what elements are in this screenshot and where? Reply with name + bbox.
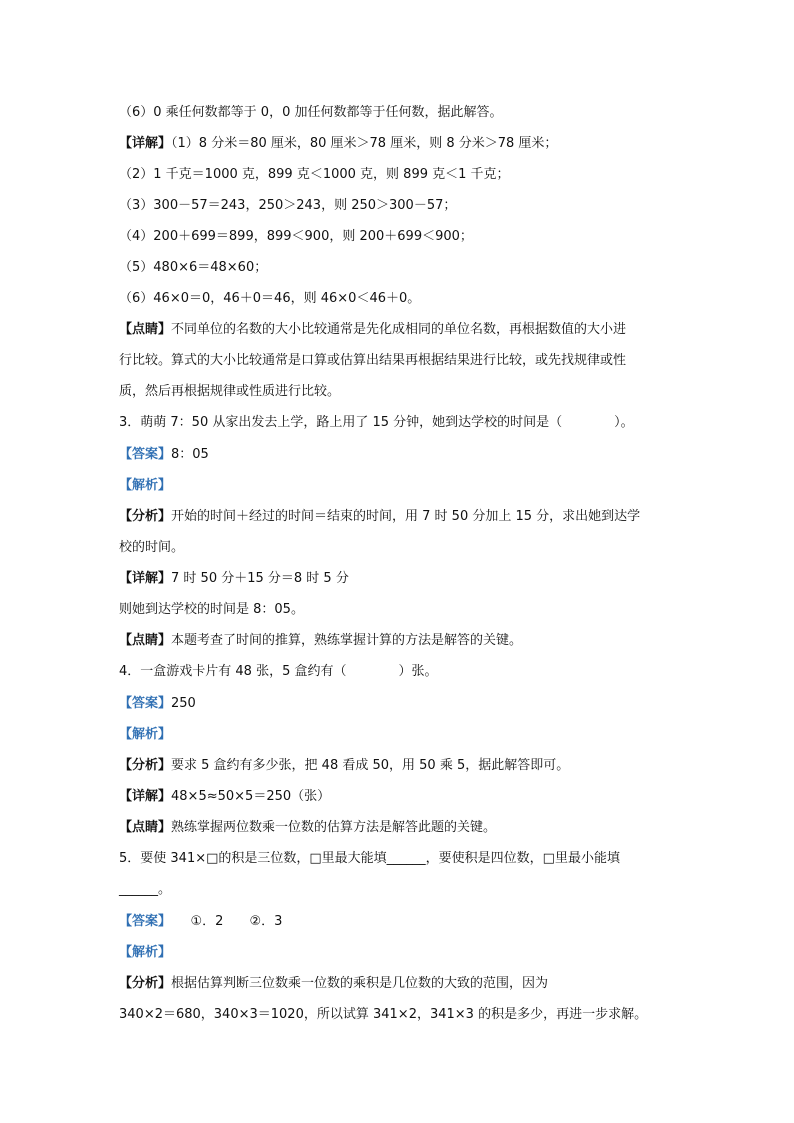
question-5: 5．要使 341×□的积是三位数，□里最大能填______，要使积是四位数，□里最小能填: [119, 851, 620, 866]
analysis-tag: 【解析】: [119, 478, 172, 493]
text-line: 【点睛】不同单位的名数的大小比较通常是先化成相同的单位名数，再根据数值的大小进: [119, 322, 627, 337]
analysis-tag: 【解析】: [119, 727, 172, 742]
section-tag: 【分析】: [119, 976, 172, 991]
answer-line: 【答案】8：05: [119, 447, 209, 462]
question-3: 3．萌萌 7：50 从家出发去上学，路上用了 15 分钟，她到达学校的时间是（ ）。: [119, 415, 634, 430]
text-line: 【分析】根据估算判断三位数乘一位数的乘积是几位数的大致的范围，因为: [119, 976, 549, 991]
text-line: 【点睛】本题考查了时间的推算，熟练掌握计算的方法是解答的关键。: [119, 633, 523, 648]
section-tag: 【点睛】: [119, 633, 172, 648]
analysis-line: [119, 478, 679, 494]
text-line: 【分析】开始的时间＋经过的时间＝结束的时间，用 7 时 50 分加上 15 分，求出她到达学: [119, 509, 641, 524]
analysis-tag: 【解析】: [119, 945, 172, 960]
section-tag: 【点睛】: [119, 322, 172, 337]
answer-line: 【答案】 ①．2 ②．3: [119, 914, 283, 929]
text-line: （2）1 千克＝1000 克，899 克＜1000 克，则 899 克＜1 千克；: [119, 167, 510, 182]
section-tag: 【详解】: [119, 789, 172, 804]
text-line: 质，然后再根据规律或性质进行比较。: [119, 384, 341, 399]
text-line: ______。: [119, 882, 172, 897]
analysis-line: [119, 727, 679, 743]
section-tag: 【分析】: [119, 758, 172, 773]
answer-line: 【答案】250: [119, 696, 196, 711]
question-4: 4．一盒游戏卡片有 48 张，5 盒约有（ ）张。: [119, 664, 438, 679]
text-line: 【详解】7 时 50 分＋15 分＝8 时 5 分: [119, 571, 349, 586]
text-line: 行比较。算式的大小比较通常是口算或估算出结果再根据结果进行比较，或先找规律或性: [119, 353, 627, 368]
text-line: 【点睛】熟练掌握两位数乘一位数的估算方法是解答此题的关键。: [119, 820, 497, 835]
text-line: 340×2＝680，340×3＝1020，所以试算 341×2，341×3 的积是多少，再进一步求解。: [119, 1007, 648, 1022]
text-line: 校的时间。: [119, 540, 185, 555]
text-line: （6）46×0＝0，46＋0＝46，则 46×0＜46＋0。: [119, 291, 421, 306]
text-line: （4）200＋699＝899，899＜900，则 200＋699＜900；: [119, 229, 473, 244]
text-line: 【详解】48×5≈50×5＝250（张）: [119, 789, 331, 804]
text-line: （6）0 乘任何数都等于 0，0 加任何数都等于任何数，据此解答。: [119, 105, 503, 120]
text-line: 【详解】（1）8 分米＝80 厘米，80 厘米＞78 厘米，则 8 分米＞78 厘米；: [119, 136, 558, 151]
answer-tag: 【答案】: [119, 447, 172, 462]
text-line: 则她到达学校的时间是 8：05。: [119, 602, 304, 617]
text-line: （5）480×6＝48×60；: [119, 260, 268, 275]
text-line: 【分析】要求 5 盒约有多少张，把 48 看成 50，用 50 乘 5，据此解答即可。: [119, 758, 570, 773]
answer-tag: 【答案】: [119, 696, 172, 711]
section-tag: 【详解】: [119, 136, 172, 151]
text-line: （3）300－57＝243，250＞243，则 250＞300－57；: [119, 198, 457, 213]
answer-tag: 【答案】: [119, 914, 165, 929]
analysis-line: [119, 945, 679, 961]
section-tag: 【点睛】: [119, 820, 172, 835]
section-tag: 【详解】: [119, 571, 172, 586]
section-tag: 【分析】: [119, 509, 172, 524]
